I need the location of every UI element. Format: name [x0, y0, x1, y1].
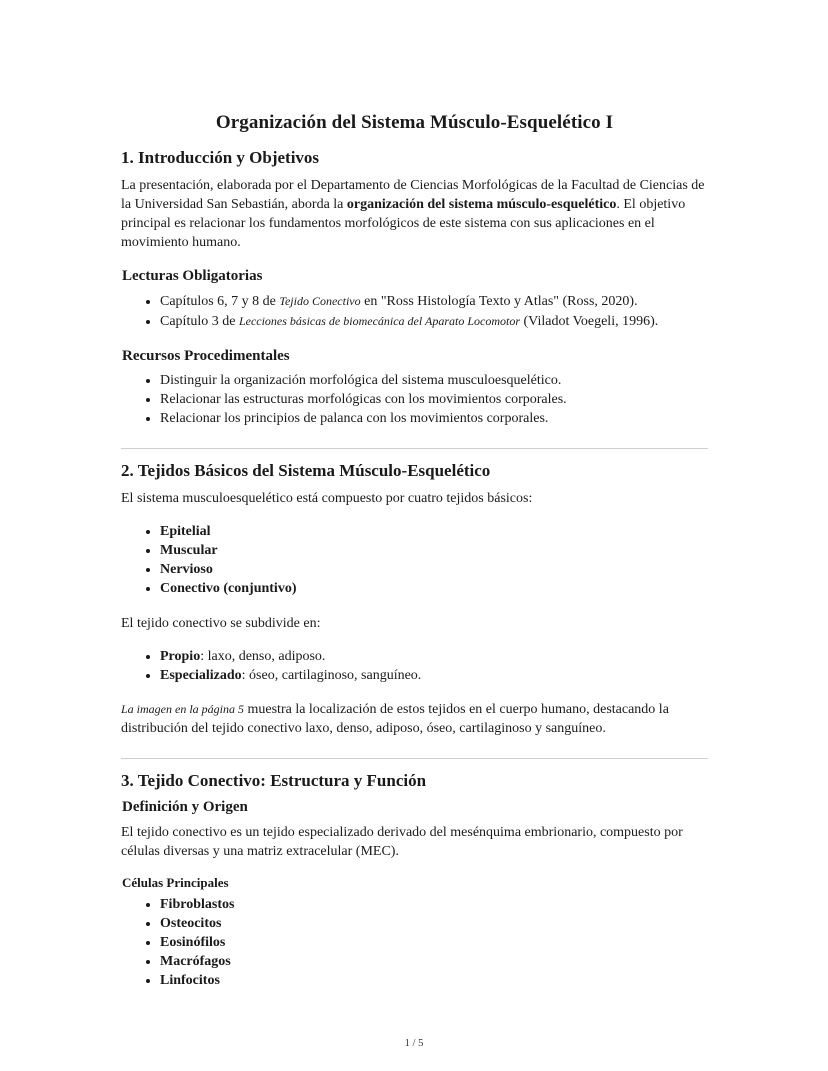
subheading-celulas-principales: Células Principales: [122, 875, 229, 890]
list-item: • Osteocitos: [160, 915, 708, 934]
item-text: : laxo, denso, adiposo.: [200, 648, 326, 664]
list-item: • Relacionar las estructuras morfológicas con los movimientos corporales.: [160, 391, 708, 410]
list-item: • Macrófagos: [160, 953, 708, 972]
tissues-list: [121, 523, 708, 599]
list-item: [160, 667, 708, 686]
item-text: (Viladot Voegeli, 1996).: [520, 314, 659, 329]
list-item: • Distinguir la organización morfológica del sistema musculoesquelético.: [160, 372, 708, 391]
image-reference: La imagen en la página 5: [121, 702, 244, 716]
section-2-paragraph-2: El tejido conectivo se subdivide en:: [121, 615, 321, 631]
paragraph-text: muestra la localización de estos tejidos en el cuerpo humano, destacando la distribución del tejido conectivo laxo, denso, adiposo, óseo, cartilaginoso y sanguíneo.: [121, 702, 669, 736]
item-bold-label: Especializado: [160, 667, 242, 683]
list-item: [160, 312, 708, 332]
section-2-paragraph-1: El sistema musculoesquelético está compuesto por cuatro tejidos básicos:: [121, 491, 533, 506]
item-bold-label: Propio: [160, 648, 201, 664]
list-item: • Eosinófilos: [160, 934, 708, 953]
recursos-list: [121, 372, 708, 429]
document-title: Organización del Sistema Músculo-Esquelético I: [215, 112, 614, 133]
subheading-lecturas-obligatorias: Lecturas Obligatorias: [122, 268, 263, 284]
list-item: • Conectivo (conjuntivo): [160, 580, 708, 599]
paragraph-text: . El objetivo principal es relacionar los fundamentos morfológicos de este sistema con sus aplicaciones en el movimiento humano.: [121, 197, 686, 250]
lecturas-list: [121, 292, 708, 332]
list-item: [160, 648, 708, 667]
list-item: [160, 292, 708, 312]
page-number: 1 / 5: [404, 1038, 424, 1049]
list-item: • Nervioso: [160, 561, 708, 580]
section-2-paragraph-3: [121, 700, 708, 738]
section-divider: [121, 758, 708, 759]
section-1-heading: 1. Introducción y Objetivos: [121, 148, 320, 167]
section-1-intro-paragraph: [121, 176, 708, 252]
list-item: • Linfocitos: [160, 972, 708, 991]
conectivo-subtypes-list: [121, 648, 708, 686]
cells-list: [121, 896, 708, 991]
paragraph-text: La presentación, elaborada por el Departamento de Ciencias Morfológicas de la Facultad de Ciencias de la Universidad San Sebastián, aborda la: [121, 178, 705, 212]
section-3-heading: 3. Tejido Conectivo: Estructura y Función: [121, 771, 427, 790]
item-text: : óseo, cartilaginoso, sanguíneo.: [241, 667, 422, 683]
item-italic-title: Lecciones básicas de biomecánica del Aparato Locomotor: [238, 314, 521, 328]
item-text: Capítulo 3 de: [160, 314, 239, 329]
paragraph-bold-phrase: organización del sistema músculo-esquelético: [346, 197, 617, 212]
section-3-paragraph-1: El tejido conectivo es un tejido especializado derivado del mesénquima embrionario, compuesto por células diversas y una matriz extracelular (MEC).: [121, 825, 683, 859]
item-text: Capítulos 6, 7 y 8 de: [160, 294, 280, 309]
item-italic-title: Tejido Conectivo: [279, 294, 361, 308]
list-item: • Muscular: [160, 542, 708, 561]
item-text: en "Ross Histología Texto y Atlas" (Ross, 2020).: [360, 294, 638, 309]
list-item: • Relacionar los principios de palanca con los movimientos corporales.: [160, 410, 708, 429]
list-item: • Fibroblastos: [160, 896, 708, 915]
subheading-definicion-origen: Definición y Origen: [122, 799, 248, 815]
subheading-recursos-procedimentales: Recursos Procedimentales: [122, 347, 290, 364]
section-divider: [121, 448, 708, 449]
section-2-heading: 2. Tejidos Básicos del Sistema Músculo-Esquelético: [121, 461, 491, 480]
list-item: • Epitelial: [160, 523, 708, 542]
